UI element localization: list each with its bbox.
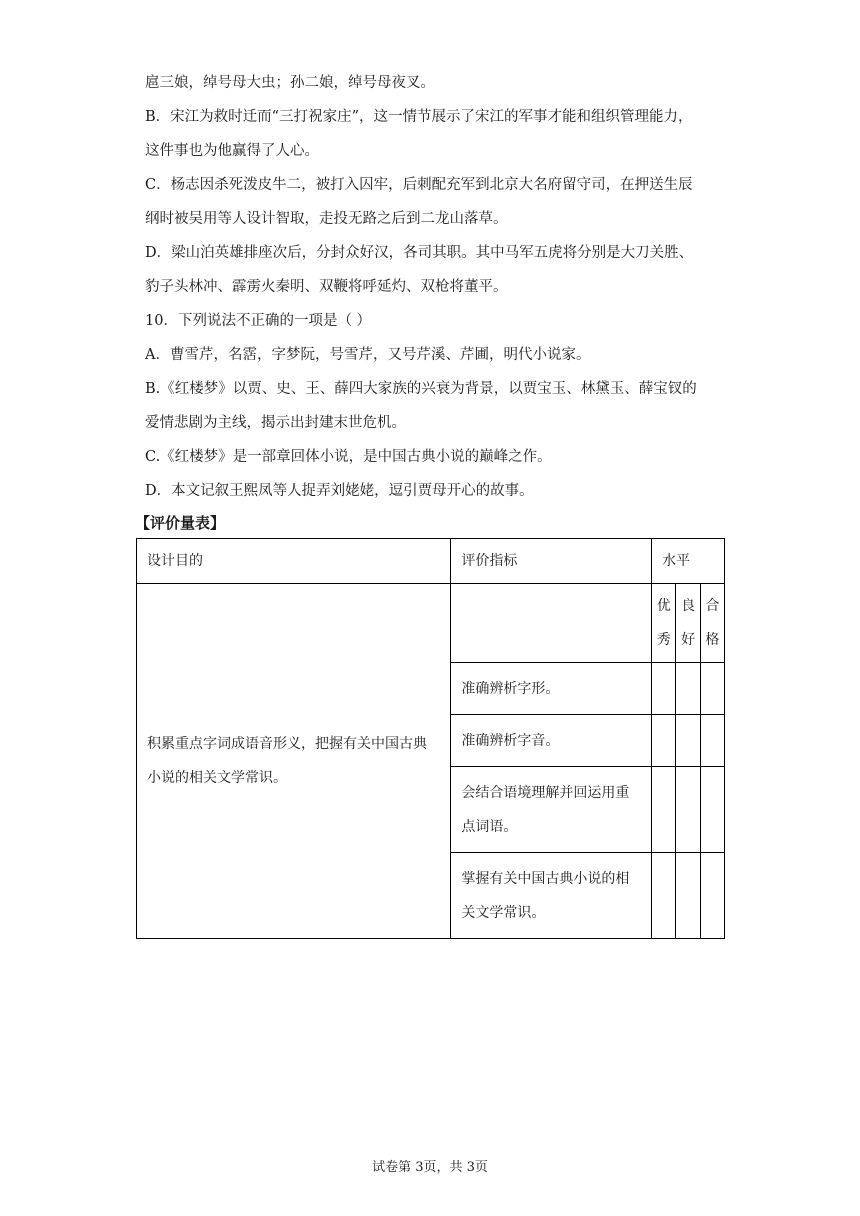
- score-cell-excellent[interactable]: [652, 853, 676, 939]
- header-goal: 设计目的: [137, 539, 451, 584]
- indicator-cell: 掌握有关中国古典小说的相关文学常识。: [451, 853, 652, 939]
- score-cell-good[interactable]: [676, 715, 700, 767]
- score-cell-good[interactable]: [676, 663, 700, 715]
- goal-cell: 积累重点字词成语音形义，把握有关中国古典小说的相关文学常识。: [137, 584, 451, 939]
- question-9-option-b: B．宋江为救时迁而“三打祝家庄”，这一情节展示了宋江的军事才能和组织管理能力，: [145, 109, 693, 125]
- empty-indicator-cell: [451, 584, 652, 663]
- table-row: [137, 584, 725, 663]
- evaluation-rubric-table: [136, 538, 725, 939]
- score-cell-good[interactable]: [676, 853, 700, 939]
- indicator-cell: 准确辨析字音。: [451, 715, 652, 767]
- document-body: [135, 66, 725, 540]
- question-9-option-d-continuation: 豹子头林冲、霹雳火秦明、双鞭将呼延灼、双枪将董平。: [145, 279, 508, 295]
- level-excellent: 优秀: [652, 584, 676, 663]
- question-9-option-d: D．梁山泊英雄排座次后，分封众好汉，各司其职。其中马军五虎将分别是大刀关胜、: [145, 245, 694, 261]
- question-9-option-c-continuation: 纲时被吴用等人设计智取，走投无路之后到二龙山落草。: [145, 211, 508, 227]
- question-10-stem: 10．下列说法不正确的一项是（ ）: [145, 313, 372, 329]
- score-cell-excellent[interactable]: [652, 663, 676, 715]
- question-9-option-b-continuation: 这件事也为他赢得了人心。: [145, 143, 319, 159]
- question-10-option-b: B.《红楼梦》以贾、史、王、薛四大家族的兴衰为背景，以贾宝玉、林黛玉、薛宝钗的: [145, 381, 697, 397]
- question-10-option-b-continuation: 爱情悲剧为主线，揭示出封建末世危机。: [145, 415, 406, 431]
- score-cell-good[interactable]: [676, 767, 700, 853]
- table-header-row: [137, 539, 725, 584]
- header-level: 水平: [652, 539, 725, 584]
- question-9-option-c: C．杨志因杀死泼皮牛二，被打入囚牢，后刺配充军到北京大名府留守司，在押送生辰: [145, 177, 693, 193]
- page-footer: 试卷第 3页，共 3页: [372, 1160, 488, 1175]
- question-9-option-a-continuation: 扈三娘，绰号母大虫；孙二娘，绰号母夜叉。: [145, 75, 435, 91]
- score-cell-pass[interactable]: [700, 663, 724, 715]
- indicator-cell: 会结合语境理解并回运用重点词语。: [451, 767, 652, 853]
- score-cell-excellent[interactable]: [652, 767, 676, 853]
- question-10-option-d: D．本文记叙王熙凤等人捉弄刘姥姥，逗引贾母开心的故事。: [145, 483, 534, 499]
- question-10-option-c: C.《红楼梦》是一部章回体小说，是中国古典小说的巅峰之作。: [145, 449, 552, 465]
- score-cell-pass[interactable]: [700, 715, 724, 767]
- level-pass: 合格: [700, 584, 724, 663]
- level-good: 良好: [676, 584, 700, 663]
- question-10-option-a: A．曹雪芹，名霑，字梦阮，号雪芹，又号芹溪、芹圃，明代小说家。: [145, 347, 591, 363]
- rubric-title: 【评价量表】: [135, 514, 226, 532]
- header-indicator: 评价指标: [451, 539, 652, 584]
- score-cell-excellent[interactable]: [652, 715, 676, 767]
- score-cell-pass[interactable]: [700, 853, 724, 939]
- indicator-cell: 准确辨析字形。: [451, 663, 652, 715]
- score-cell-pass[interactable]: [700, 767, 724, 853]
